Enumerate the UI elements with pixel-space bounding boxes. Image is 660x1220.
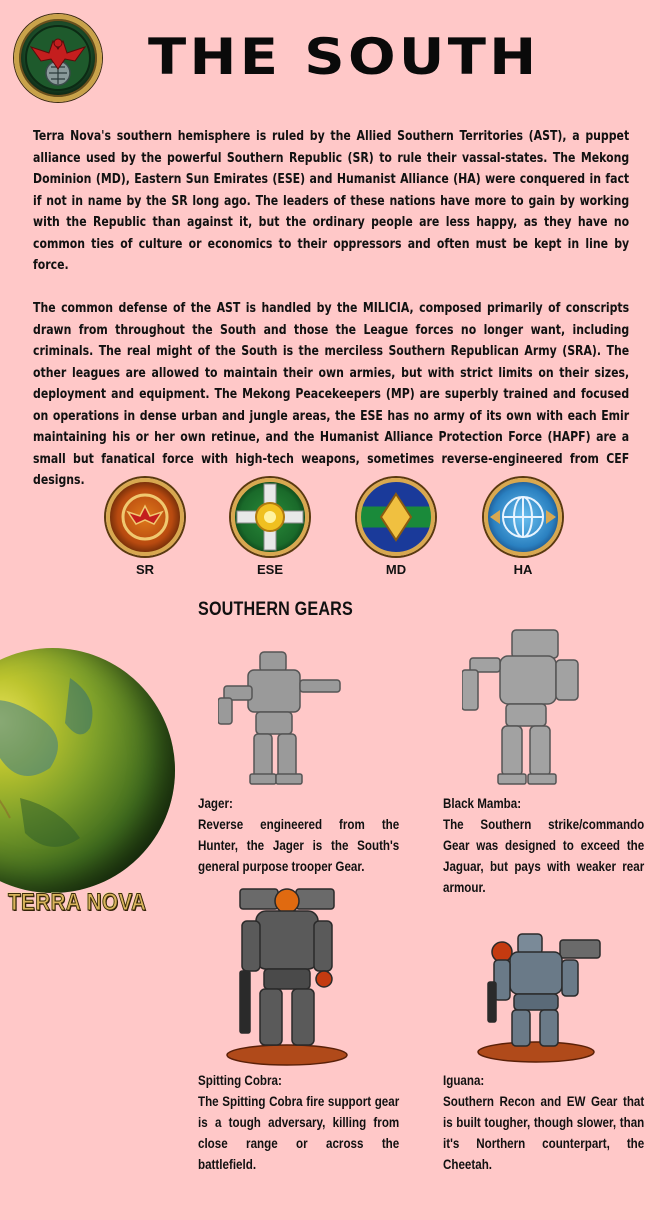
intro-paragraph-1: Terra Nova's southern hemisphere is ruled by the Allied Southern Territories (AST), a puppet alliance used by the powerful Southern Republic (SR) to rule their vassal-states. The Mekong Dominion (MD), Eastern Sun Emirates (ESE) and Humanist Alliance (HA) were conquered in fact if not in name by the SR long ago. The leaders of these nations have more to gain by working with the Republic than against it, but the ordinary people are less happy, as they have no common ties of culture or economics to their oppressors and often must be kept in line by force. <box>33 129 630 273</box>
gear-card-black-mamba <box>443 793 648 898</box>
ese-emblem-icon <box>231 478 309 556</box>
md-emblem-icon <box>357 478 435 556</box>
gear-description: The Spitting Cobra fire support gear is a tough adversary, killing from close range or across the battlefield. <box>198 1094 400 1172</box>
gear-card-spitting-cobra <box>198 1070 403 1175</box>
faction-label-ese: ESE <box>256 562 283 577</box>
southern-eagle-emblem-icon <box>14 14 102 102</box>
faction-label-sr: SR <box>135 562 155 577</box>
gear-card-iguana <box>443 1070 648 1175</box>
gear-name: Iguana: <box>443 1073 485 1088</box>
jager-gear-image <box>218 642 348 792</box>
section-heading: SOUTHERN GEARS <box>198 599 353 620</box>
black-mamba-gear-image <box>462 628 592 793</box>
gear-description: Southern Recon and EW Gear that is built tougher, though slower, than it's Northern counterpart, the Cheetah. <box>443 1094 645 1172</box>
gear-name: Spitting Cobra: <box>198 1073 282 1088</box>
planet-label: TERRA NOVA <box>8 889 147 916</box>
gear-card-jager <box>198 793 403 877</box>
iguana-gear-image <box>474 922 604 1072</box>
faction-md <box>356 478 436 577</box>
gear-name: Black Mamba: <box>443 796 522 811</box>
page-title: THE SOUTH <box>148 28 540 86</box>
spitting-cobra-gear-image <box>222 883 352 1073</box>
gear-name: Jager: <box>198 796 233 811</box>
gear-description: Reverse engineered from the Hunter, the Jager is the South's general purpose trooper Gear. <box>198 817 400 874</box>
terra-nova-planet-image <box>0 648 175 893</box>
sr-emblem-icon <box>106 478 184 556</box>
faction-ese <box>230 478 310 577</box>
faction-ha <box>483 478 563 577</box>
ha-emblem-icon <box>484 478 562 556</box>
faction-label-ha: HA <box>513 562 533 577</box>
faction-sr <box>105 478 185 577</box>
intro-paragraph-2: The common defense of the AST is handled by the MILICIA, composed primarily of conscripts drawn from throughout the South and those the League forces no longer want, including criminals. The real might of the South is the merciless Southern Republican Army (SRA). The other leagues are allowed to maintain their own armies, but with strict limits on their sizes, deployment and equipment. The Mekong Peacekeepers (MP) are superbly trained and focused on operations in dense urban and jungle areas, the ESE has no army of its own with each Emir maintaining his or her own retinue, and the Humanist Alliance Protection Force (HAPF) are a small but fanatical force with high-tech weapons, sometimes reverse-engineered from CEF designs. <box>33 301 630 488</box>
gear-description: The Southern strike/commando Gear was designed to exceed the Jaguar, but pays with weaker rear armour. <box>443 817 645 895</box>
faction-label-md: MD <box>385 562 407 577</box>
